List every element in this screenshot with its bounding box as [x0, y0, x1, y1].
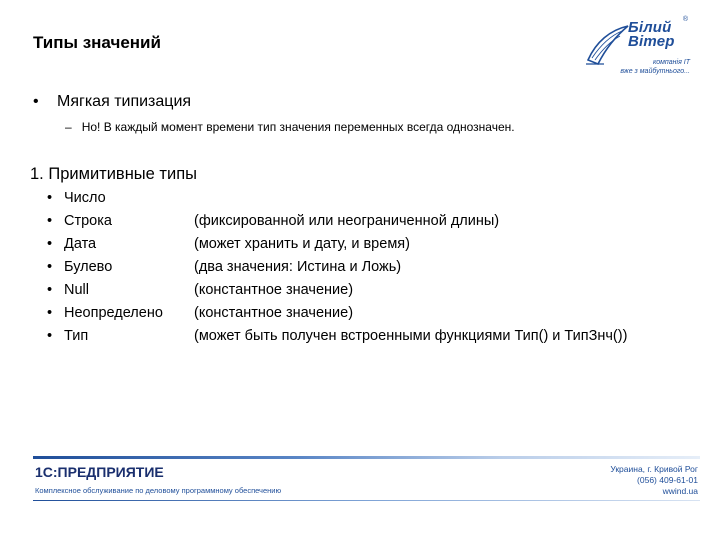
sub-bullet-text: Но! В каждый момент времени тип значения переменных всегда однозначен.	[81, 120, 515, 134]
logo-subtitle	[604, 58, 690, 76]
type-description: (может быть получен встроенными функциями Тип() и ТипЗнч())	[194, 328, 628, 344]
type-name: Тип	[64, 328, 89, 344]
type-name: Строка	[64, 213, 112, 229]
page-title: Типы значений	[33, 33, 161, 52]
type-description: (два значения: Истина и Ложь)	[194, 259, 402, 275]
company-logo	[582, 18, 692, 82]
sub-bullet	[65, 120, 515, 134]
type-description: (может хранить и дату, и время)	[194, 236, 410, 252]
bullet-marker: •	[47, 213, 53, 229]
logo-subtitle-line-2: вже з майбутнього...	[620, 68, 690, 75]
footer-contacts	[610, 464, 698, 497]
footer-brand: 1С:ПРЕДПРИЯТИЕ	[35, 464, 164, 480]
sub-bullet-marker: –	[65, 120, 72, 134]
bullet-marker: •	[33, 93, 39, 110]
logo-line-1: Білий	[628, 19, 672, 36]
footer-tagline: Комплексное обслуживание по деловому программному обеспечению	[35, 486, 282, 495]
bullet-marker: •	[47, 328, 53, 344]
main-bullet-text: Мягкая типизация	[57, 93, 192, 110]
type-name: Булево	[64, 259, 113, 275]
footer-address: Украина, г. Кривой Рог	[610, 464, 698, 474]
type-description: (константное значение)	[194, 305, 354, 321]
logo-line-2: Вітер	[628, 33, 675, 50]
bullet-marker: •	[47, 282, 53, 298]
footer-divider-bottom	[33, 500, 700, 501]
section-title: 1. Примитивные типы	[30, 165, 197, 183]
logo-wordmark	[628, 21, 675, 49]
bullet-marker: •	[47, 236, 53, 252]
bullet-marker: •	[47, 305, 53, 321]
type-name: Null	[64, 282, 89, 298]
bullet-marker: •	[47, 259, 53, 275]
logo-subtitle-line-1: компанія IT	[652, 59, 690, 66]
type-name: Число	[64, 190, 106, 206]
type-description: (фиксированной или неограниченной длины)	[194, 213, 500, 229]
bullet-marker: •	[47, 190, 53, 206]
type-name: Дата	[64, 236, 97, 252]
type-name: Неопределено	[64, 305, 163, 321]
footer-phone: (056) 409-61-01	[637, 475, 698, 485]
footer-website: wwind.ua	[662, 486, 698, 496]
registered-mark: ®	[682, 16, 688, 23]
footer-divider-top	[33, 456, 700, 459]
type-description: (константное значение)	[194, 282, 354, 298]
